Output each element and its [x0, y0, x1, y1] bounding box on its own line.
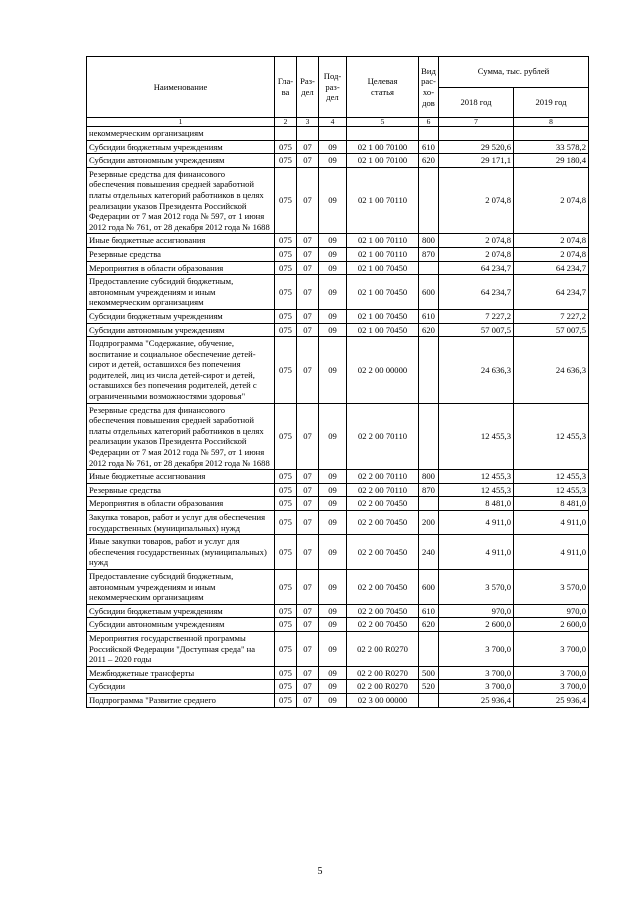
cell-podrazdel: 09 — [319, 275, 347, 310]
cell-tselevaya-statya: 02 2 00 70110 — [347, 470, 419, 484]
cell-sum-2019: 2 074,8 — [514, 167, 589, 234]
cell-sum-2018: 2 600,0 — [439, 618, 514, 632]
cell-podrazdel: 09 — [319, 261, 347, 275]
cell-sum-2018: 64 234,7 — [439, 261, 514, 275]
cell-tselevaya-statya: 02 2 00 70110 — [347, 403, 419, 470]
cell-name: Иные бюджетные ассигнования — [87, 470, 275, 484]
cell-sum-2019: 970,0 — [514, 604, 589, 618]
cell-razdel: 07 — [297, 618, 319, 632]
cell-sum-2019: 7 227,2 — [514, 309, 589, 323]
cell-podrazdel: 09 — [319, 337, 347, 404]
cell-name: Иные бюджетные ассигнования — [87, 234, 275, 248]
cell-razdel: 07 — [297, 631, 319, 666]
cell-name: Закупка товаров, работ и услуг для обеспечения государственных (муниципальных) нужд — [87, 511, 275, 535]
cell-razdel: 07 — [297, 337, 319, 404]
column-number: 5 — [347, 118, 419, 127]
cell-tselevaya-statya: 02 1 00 70450 — [347, 275, 419, 310]
cell-glava: 075 — [275, 680, 297, 694]
cell-podrazdel: 09 — [319, 309, 347, 323]
table-row — [87, 511, 589, 535]
cell-glava: 075 — [275, 234, 297, 248]
cell-tselevaya-statya: 02 1 00 70110 — [347, 247, 419, 261]
cell-tselevaya-statya: 02 2 00 R0270 — [347, 631, 419, 666]
cell-razdel: 07 — [297, 247, 319, 261]
cell-tselevaya-statya: 02 2 00 R0270 — [347, 666, 419, 680]
cell-vid-rashodov: 610 — [419, 309, 439, 323]
cell-vid-rashodov: 240 — [419, 535, 439, 570]
cell-sum-2018 — [439, 127, 514, 141]
cell-name: Иные закупки товаров, работ и услуг для обеспечения государственных (муниципальных) нужд — [87, 535, 275, 570]
cell-sum-2019: 57 007,5 — [514, 323, 589, 337]
cell-tselevaya-statya: 02 2 00 00000 — [347, 337, 419, 404]
cell-podrazdel: 09 — [319, 693, 347, 707]
cell-vid-rashodov: 610 — [419, 604, 439, 618]
cell-tselevaya-statya: 02 1 00 70450 — [347, 323, 419, 337]
cell-razdel: 07 — [297, 167, 319, 234]
cell-glava: 075 — [275, 154, 297, 168]
cell-razdel: 07 — [297, 470, 319, 484]
cell-sum-2018: 12 455,3 — [439, 403, 514, 470]
cell-sum-2018: 3 570,0 — [439, 569, 514, 604]
cell-name: Субсидии автономным учреждениям — [87, 323, 275, 337]
cell-podrazdel: 09 — [319, 234, 347, 248]
cell-sum-2019: 64 234,7 — [514, 275, 589, 310]
cell-sum-2019 — [514, 127, 589, 141]
cell-razdel: 07 — [297, 483, 319, 497]
cell-podrazdel: 09 — [319, 604, 347, 618]
table-row — [87, 167, 589, 234]
cell-sum-2019: 12 455,3 — [514, 483, 589, 497]
cell-sum-2018: 3 700,0 — [439, 631, 514, 666]
cell-name: Подпрограмма "Содержание, обучение, воспитание и социальное обеспечение детей-сирот и детей, оставшихся без попечения родителей, лиц из числа детей-сирот и детей, оставшихся без попечения родителей, детей с ограниченными возможностями здоровья" — [87, 337, 275, 404]
cell-podrazdel: 09 — [319, 618, 347, 632]
cell-sum-2018: 4 911,0 — [439, 535, 514, 570]
cell-podrazdel: 09 — [319, 497, 347, 511]
header-year-2018: 2018 год — [439, 87, 514, 118]
cell-name: Субсидии автономным учреждениям — [87, 154, 275, 168]
cell-name: Резервные средства — [87, 247, 275, 261]
cell-razdel: 07 — [297, 535, 319, 570]
cell-glava: 075 — [275, 275, 297, 310]
cell-name: некоммерческим организациям — [87, 127, 275, 141]
column-number-row — [87, 118, 589, 127]
cell-tselevaya-statya: 02 1 00 70450 — [347, 261, 419, 275]
budget-table-page — [86, 56, 588, 708]
cell-podrazdel: 09 — [319, 569, 347, 604]
cell-sum-2018: 2 074,8 — [439, 167, 514, 234]
table-row — [87, 497, 589, 511]
header-podrazdel: Под- раз- дел — [319, 57, 347, 118]
cell-tselevaya-statya: 02 2 00 70110 — [347, 483, 419, 497]
cell-vid-rashodov — [419, 403, 439, 470]
cell-sum-2018: 4 911,0 — [439, 511, 514, 535]
cell-razdel: 07 — [297, 234, 319, 248]
cell-sum-2018: 57 007,5 — [439, 323, 514, 337]
cell-podrazdel: 09 — [319, 511, 347, 535]
cell-glava: 075 — [275, 261, 297, 275]
cell-razdel: 07 — [297, 693, 319, 707]
column-number: 6 — [419, 118, 439, 127]
cell-sum-2019: 12 455,3 — [514, 470, 589, 484]
cell-tselevaya-statya: 02 2 00 70450 — [347, 511, 419, 535]
cell-sum-2019: 2 074,8 — [514, 234, 589, 248]
table-row — [87, 275, 589, 310]
cell-razdel: 07 — [297, 140, 319, 154]
cell-tselevaya-statya: 02 2 00 70450 — [347, 569, 419, 604]
cell-sum-2018: 64 234,7 — [439, 275, 514, 310]
table-row — [87, 403, 589, 470]
cell-sum-2019: 12 455,3 — [514, 403, 589, 470]
cell-glava: 075 — [275, 470, 297, 484]
cell-glava: 075 — [275, 535, 297, 570]
cell-vid-rashodov — [419, 261, 439, 275]
cell-razdel: 07 — [297, 403, 319, 470]
cell-vid-rashodov — [419, 693, 439, 707]
cell-tselevaya-statya: 02 1 00 70100 — [347, 154, 419, 168]
cell-sum-2018: 12 455,3 — [439, 483, 514, 497]
cell-razdel — [297, 127, 319, 141]
header-tselevaya: Целевая статья — [347, 57, 419, 118]
cell-vid-rashodov: 620 — [419, 618, 439, 632]
cell-razdel: 07 — [297, 261, 319, 275]
cell-podrazdel: 09 — [319, 247, 347, 261]
cell-tselevaya-statya: 02 2 00 R0270 — [347, 680, 419, 694]
cell-tselevaya-statya: 02 1 00 70110 — [347, 234, 419, 248]
cell-glava: 075 — [275, 167, 297, 234]
table-body — [87, 127, 589, 708]
cell-sum-2019: 3 700,0 — [514, 631, 589, 666]
header-name: Наименование — [87, 57, 275, 118]
cell-name: Предоставление субсидий бюджетным, автономным учреждениям и иным некоммерческим организациям — [87, 275, 275, 310]
cell-sum-2018: 8 481,0 — [439, 497, 514, 511]
budget-table — [86, 56, 589, 708]
cell-name: Субсидии бюджетным учреждениям — [87, 140, 275, 154]
cell-razdel: 07 — [297, 275, 319, 310]
cell-razdel: 07 — [297, 309, 319, 323]
cell-razdel: 07 — [297, 604, 319, 618]
cell-tselevaya-statya: 02 2 00 70450 — [347, 604, 419, 618]
table-row — [87, 680, 589, 694]
cell-vid-rashodov — [419, 337, 439, 404]
header-razdel: Раз- дел — [297, 57, 319, 118]
table-row — [87, 631, 589, 666]
cell-razdel: 07 — [297, 569, 319, 604]
cell-vid-rashodov: 800 — [419, 234, 439, 248]
cell-sum-2018: 12 455,3 — [439, 470, 514, 484]
cell-vid-rashodov: 520 — [419, 680, 439, 694]
cell-name: Субсидии бюджетным учреждениям — [87, 604, 275, 618]
cell-glava: 075 — [275, 483, 297, 497]
cell-name: Предоставление субсидий бюджетным, автономным учреждениям и иным некоммерческим организациям — [87, 569, 275, 604]
cell-razdel: 07 — [297, 680, 319, 694]
table-row — [87, 535, 589, 570]
column-number: 3 — [297, 118, 319, 127]
table-row — [87, 261, 589, 275]
cell-tselevaya-statya: 02 1 00 70450 — [347, 309, 419, 323]
cell-tselevaya-statya: 02 2 00 70450 — [347, 535, 419, 570]
column-number: 4 — [319, 118, 347, 127]
cell-tselevaya-statya: 02 2 00 70450 — [347, 618, 419, 632]
cell-sum-2019: 2 074,8 — [514, 247, 589, 261]
cell-name: Резервные средства для финансового обеспечения повышения средней заработной платы отдельных категорий работников в целях реализации указов Президента Российской Федерации от 7 мая 2012 года № 597, от 1 июня 2012 года № 761, от 28 декабря 2012 года № 1688 — [87, 403, 275, 470]
cell-vid-rashodov: 600 — [419, 275, 439, 310]
cell-podrazdel: 09 — [319, 140, 347, 154]
table-row — [87, 693, 589, 707]
cell-name: Мероприятия государственной программы Российской Федерации "Доступная среда" на 2011 – 2020 годы — [87, 631, 275, 666]
cell-sum-2019: 2 600,0 — [514, 618, 589, 632]
header-vid: Вид рас- хо- дов — [419, 57, 439, 118]
cell-sum-2019: 3 570,0 — [514, 569, 589, 604]
cell-name: Мероприятия в области образования — [87, 497, 275, 511]
cell-glava: 075 — [275, 631, 297, 666]
cell-vid-rashodov: 610 — [419, 140, 439, 154]
cell-glava: 075 — [275, 511, 297, 535]
table-row — [87, 323, 589, 337]
cell-vid-rashodov: 200 — [419, 511, 439, 535]
table-row — [87, 604, 589, 618]
cell-glava: 075 — [275, 604, 297, 618]
column-number: 8 — [514, 118, 589, 127]
page-number: 5 — [317, 866, 323, 877]
table-row — [87, 309, 589, 323]
cell-podrazdel: 09 — [319, 666, 347, 680]
column-number: 7 — [439, 118, 514, 127]
cell-glava: 075 — [275, 337, 297, 404]
cell-razdel: 07 — [297, 497, 319, 511]
cell-glava — [275, 127, 297, 141]
cell-glava: 075 — [275, 247, 297, 261]
table-row — [87, 569, 589, 604]
cell-glava: 075 — [275, 403, 297, 470]
cell-tselevaya-statya: 02 1 00 70100 — [347, 140, 419, 154]
cell-glava: 075 — [275, 693, 297, 707]
table-row — [87, 127, 589, 141]
cell-name: Мероприятия в области образования — [87, 261, 275, 275]
cell-sum-2018: 970,0 — [439, 604, 514, 618]
cell-sum-2018: 29 520,6 — [439, 140, 514, 154]
table-row — [87, 234, 589, 248]
cell-tselevaya-statya: 02 2 00 70450 — [347, 497, 419, 511]
cell-name: Резервные средства — [87, 483, 275, 497]
header-row-top — [87, 57, 589, 88]
cell-sum-2019: 4 911,0 — [514, 511, 589, 535]
header-glava: Гла- ва — [275, 57, 297, 118]
cell-glava: 075 — [275, 569, 297, 604]
table-row — [87, 247, 589, 261]
header-summa: Сумма, тыс. рублей — [439, 57, 589, 88]
cell-sum-2018: 3 700,0 — [439, 666, 514, 680]
cell-glava: 075 — [275, 309, 297, 323]
cell-podrazdel: 09 — [319, 154, 347, 168]
cell-sum-2018: 24 636,3 — [439, 337, 514, 404]
cell-name: Межбюджетные трансферты — [87, 666, 275, 680]
cell-vid-rashodov — [419, 497, 439, 511]
cell-name: Резервные средства для финансового обеспечения повышения средней заработной платы отдельных категорий работников в целях реализации указов Президента Российской Федерации от 7 мая 2012 года № 597, от 1 июня 2012 года № 761, от 28 декабря 2012 года № 1688 — [87, 167, 275, 234]
cell-name: Субсидии бюджетным учреждениям — [87, 309, 275, 323]
cell-razdel: 07 — [297, 154, 319, 168]
cell-tselevaya-statya: 02 1 00 70110 — [347, 167, 419, 234]
cell-podrazdel: 09 — [319, 403, 347, 470]
cell-name: Субсидии автономным учреждениям — [87, 618, 275, 632]
cell-sum-2018: 2 074,8 — [439, 247, 514, 261]
table-row — [87, 666, 589, 680]
header-year-2019: 2019 год — [514, 87, 589, 118]
cell-sum-2019: 29 180,4 — [514, 154, 589, 168]
cell-vid-rashodov: 870 — [419, 483, 439, 497]
cell-sum-2018: 29 171,1 — [439, 154, 514, 168]
table-row — [87, 337, 589, 404]
cell-podrazdel: 09 — [319, 470, 347, 484]
cell-tselevaya-statya: 02 3 00 00000 — [347, 693, 419, 707]
cell-name: Субсидии — [87, 680, 275, 694]
cell-podrazdel: 09 — [319, 323, 347, 337]
cell-sum-2019: 3 700,0 — [514, 666, 589, 680]
cell-sum-2019: 3 700,0 — [514, 680, 589, 694]
cell-sum-2019: 24 636,3 — [514, 337, 589, 404]
cell-sum-2019: 25 936,4 — [514, 693, 589, 707]
cell-vid-rashodov: 620 — [419, 154, 439, 168]
cell-vid-rashodov — [419, 631, 439, 666]
cell-podrazdel: 09 — [319, 483, 347, 497]
cell-vid-rashodov: 500 — [419, 666, 439, 680]
cell-vid-rashodov: 620 — [419, 323, 439, 337]
cell-sum-2019: 33 578,2 — [514, 140, 589, 154]
table-row — [87, 140, 589, 154]
cell-podrazdel: 09 — [319, 631, 347, 666]
cell-vid-rashodov — [419, 167, 439, 234]
cell-podrazdel: 09 — [319, 680, 347, 694]
cell-vid-rashodov: 800 — [419, 470, 439, 484]
cell-glava: 075 — [275, 140, 297, 154]
cell-razdel: 07 — [297, 511, 319, 535]
cell-vid-rashodov: 600 — [419, 569, 439, 604]
table-row — [87, 618, 589, 632]
cell-podrazdel: 09 — [319, 167, 347, 234]
cell-glava: 075 — [275, 666, 297, 680]
cell-vid-rashodov — [419, 127, 439, 141]
cell-glava: 075 — [275, 497, 297, 511]
cell-vid-rashodov: 870 — [419, 247, 439, 261]
cell-glava: 075 — [275, 323, 297, 337]
cell-sum-2018: 2 074,8 — [439, 234, 514, 248]
cell-podrazdel — [319, 127, 347, 141]
cell-name: Подпрограмма "Развитие среднего — [87, 693, 275, 707]
cell-sum-2019: 8 481,0 — [514, 497, 589, 511]
column-number: 1 — [87, 118, 275, 127]
cell-sum-2018: 7 227,2 — [439, 309, 514, 323]
cell-glava: 075 — [275, 618, 297, 632]
cell-razdel: 07 — [297, 666, 319, 680]
cell-sum-2019: 64 234,7 — [514, 261, 589, 275]
cell-razdel: 07 — [297, 323, 319, 337]
cell-tselevaya-statya — [347, 127, 419, 141]
table-row — [87, 483, 589, 497]
cell-sum-2018: 3 700,0 — [439, 680, 514, 694]
cell-sum-2019: 4 911,0 — [514, 535, 589, 570]
column-number: 2 — [275, 118, 297, 127]
cell-podrazdel: 09 — [319, 535, 347, 570]
cell-sum-2018: 25 936,4 — [439, 693, 514, 707]
table-row — [87, 470, 589, 484]
table-row — [87, 154, 589, 168]
